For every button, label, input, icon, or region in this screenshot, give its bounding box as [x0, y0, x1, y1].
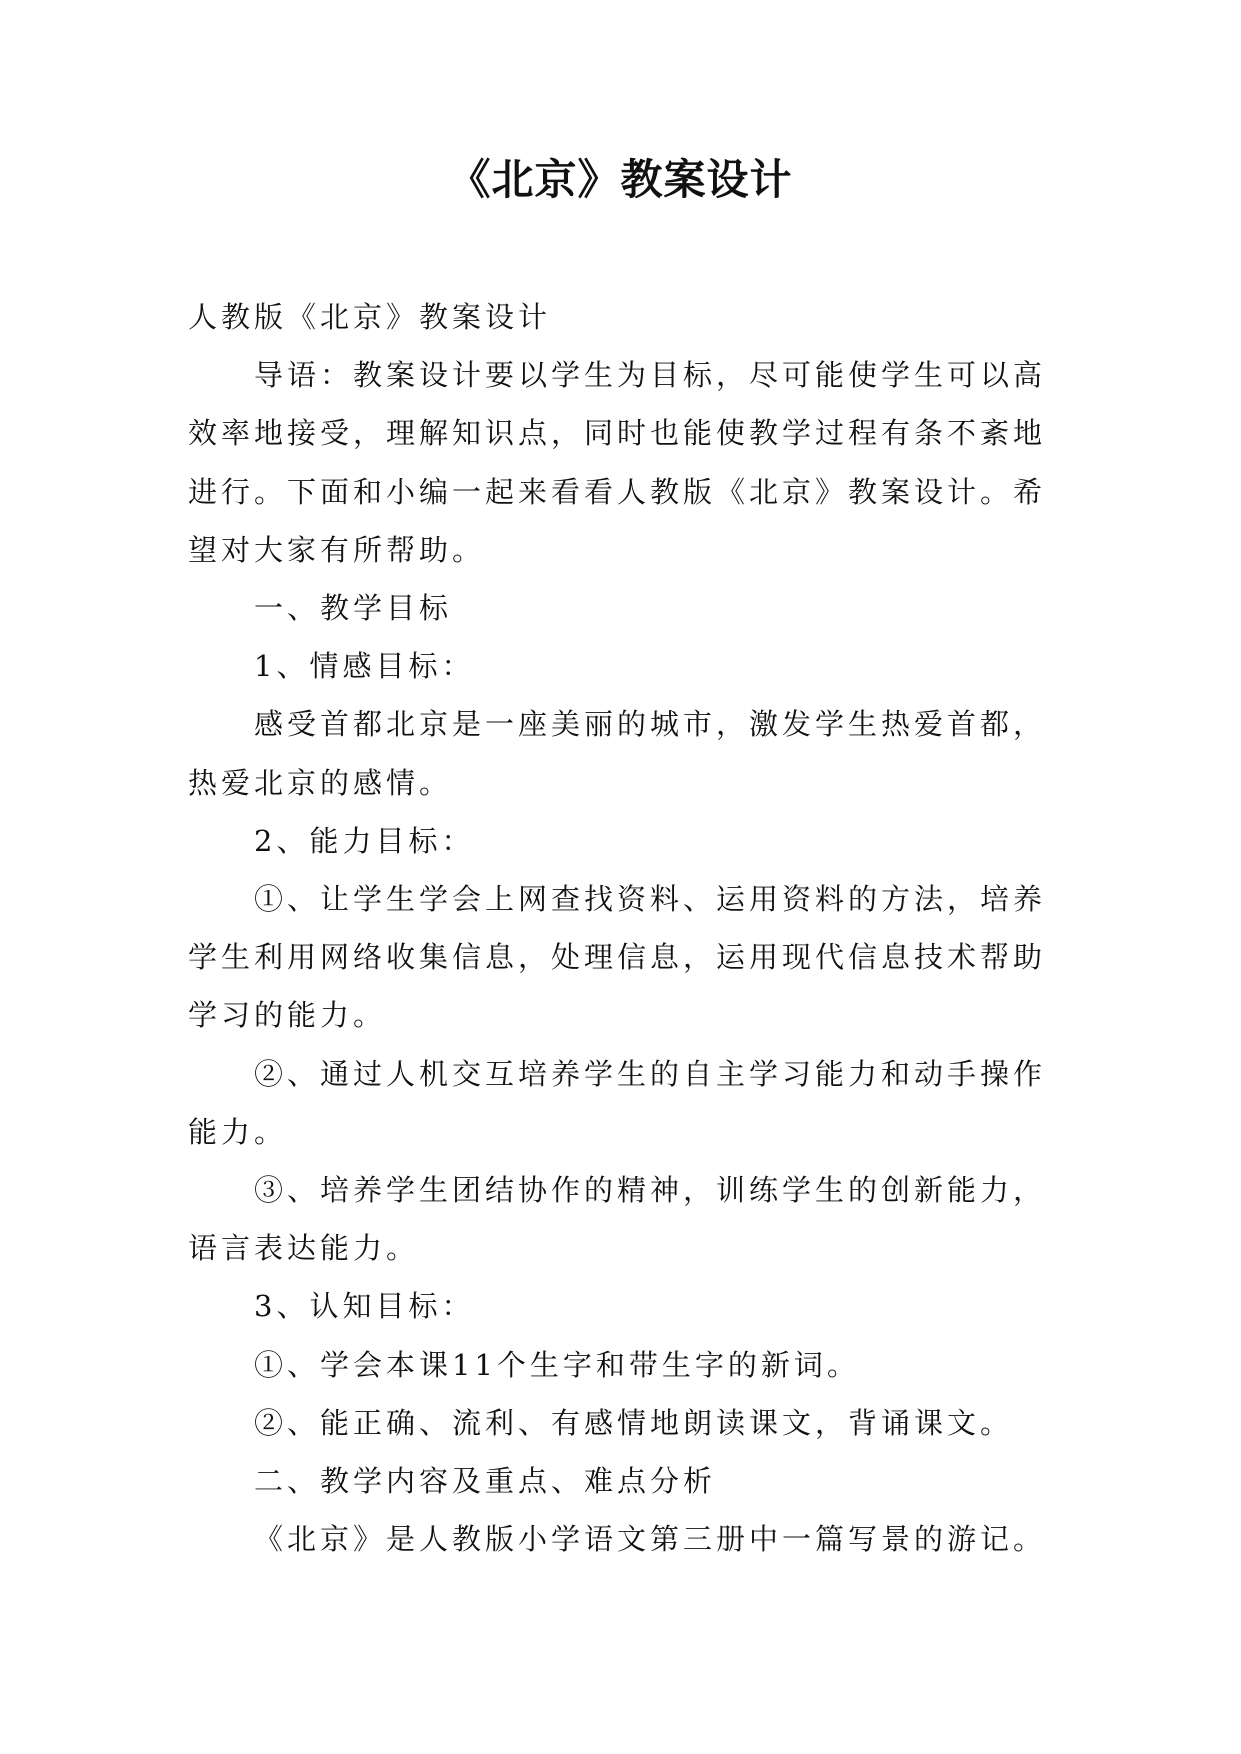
paragraph-ability-goal-1: ①、让学生学会上网查找资料、运用资料的方法，培养学生利用网络收集信息，处理信息，运用现代信息技术帮助学习的能力。 — [188, 882, 1047, 1033]
paragraph-ability-goal-2: ②、通过人机交互培养学生的自主学习能力和动手操作能力。 — [188, 1056, 1047, 1149]
paragraph-emotional-goal: 感受首都北京是一座美丽的城市，激发学生热爱首都，热爱北京的感情。 — [188, 707, 1047, 800]
document-title: 《北京》教案设计 — [448, 155, 793, 204]
document-body — [188, 288, 1046, 1568]
paragraph-cognitive-goal-1: ①、学会本课11个生字和带生字的新词。 — [254, 1347, 860, 1382]
section-heading-content-analysis: 二、教学内容及重点、难点分析 — [254, 1464, 717, 1499]
paragraph-cognitive-goal-2: ②、能正确、流利、有感情地朗读课文，背诵课文。 — [254, 1405, 1014, 1440]
paragraph-ability-goal-3: ③、培养学生团结协作的精神，训练学生的创新能力，语言表达能力。 — [188, 1173, 1047, 1266]
intro-paragraph: 导语：教案设计要以学生为目标，尽可能使学生可以高效率地接受，理解知识点，同时也能使教学过程有条不紊地进行。下面和小编一起来看看人教版《北京》教案设计。希望对大家有所帮助。 — [188, 358, 1047, 567]
subheading-emotional-goal: 1、情感目标： — [254, 649, 475, 684]
paragraph-content-analysis: 《北京》是人教版小学语文第三册中一篇写景的游记。 — [254, 1522, 1047, 1557]
subtitle-paragraph: 人教版《北京》教案设计 — [188, 300, 552, 334]
subheading-ability-goal: 2、能力目标： — [254, 823, 475, 858]
section-heading-teaching-goals: 一、教学目标 — [254, 591, 453, 626]
subheading-cognitive-goal: 3、认知目标： — [254, 1289, 475, 1324]
